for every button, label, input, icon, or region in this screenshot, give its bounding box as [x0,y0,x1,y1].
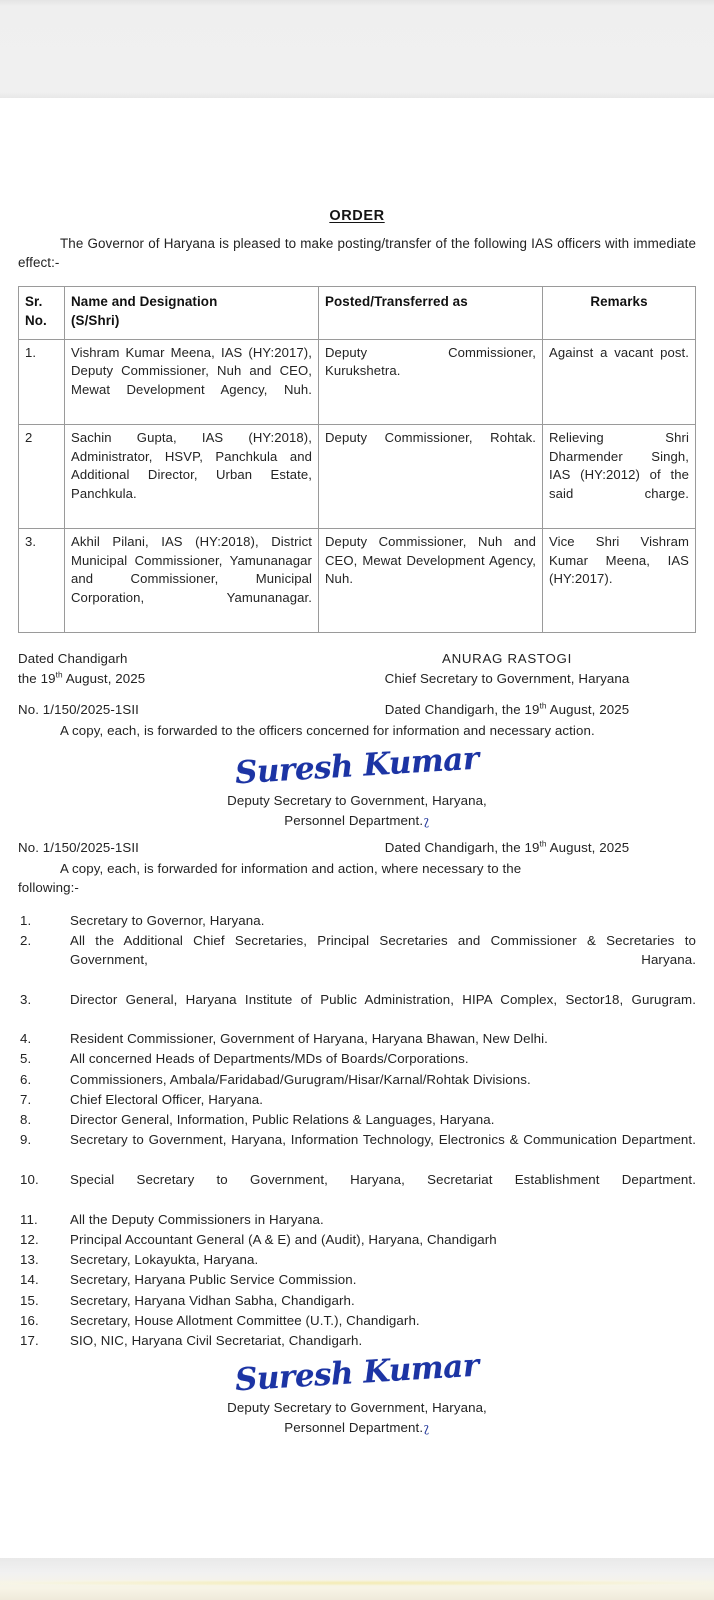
list-item [18,931,696,989]
list-item [18,1049,696,1068]
chief-secretary-designation: Chief Secretary to Government, Haryana [384,670,630,686]
order-dated-date-post: August, 2025 [62,670,146,686]
endorsement-1-body [18,721,696,740]
list-item [18,1270,696,1289]
list-item [18,1230,696,1249]
order-table-body [19,339,696,632]
cell-text: Deputy Commissioner, Kurukshetra. [325,344,536,379]
intro-text: The Governor of Haryana is pleased to make posting/transfer of the following IAS officers with immediate effect:- [18,235,696,271]
order-dated-date [18,669,318,689]
table-header-row [19,286,696,339]
sr-no-line-1: Sr. [25,293,43,309]
list-item [18,1170,696,1209]
endorsement-2-ref-no: No. 1/150/2025-1SII [18,839,139,855]
list-item-number: 16. [20,1312,39,1328]
cell-text: Against a vacant post. [549,344,689,360]
document-page [0,98,714,1558]
ordinal-suffix: th [539,701,547,711]
ordinal-suffix: th [539,839,547,849]
endorsement-1-signature-area [18,740,696,831]
sr-no-line-2: No. [25,312,47,328]
endorsement-1-body-text: A copy, each, is forwarded to the officers concerned for information and necessary action. [60,722,595,738]
cell-text: Vishram Kumar Meena, IAS (HY:2017), Deputy Commissioner, Nuh and CEO, Mewat Development Agency, Nuh. [71,344,312,398]
endorsement-2-dated-pre: Dated Chandigarh, the 19 [384,839,540,855]
list-item-number: 6. [20,1071,32,1087]
cell-sr-no: 1. [19,339,65,424]
addressee-list [18,911,696,1351]
order-dated-date-pre: the 19 [18,670,56,686]
ink-flourish: ʅ [423,813,430,829]
list-item-number: 4. [20,1031,32,1047]
endorsement-1-signature-caption-1: Deputy Secretary to Government, Haryana, [227,793,487,809]
endorsement-1-ref-row [18,701,696,720]
list-item [18,1210,696,1229]
list-item [18,1070,696,1089]
scan-chrome-bottom [0,1558,714,1600]
endorsement-2-body [18,859,696,898]
list-item-text: Secretary, House Allotment Committee (U.T.), Chandigarh. [70,1312,420,1328]
name-header-line-1: Name and Designation [71,293,218,309]
list-item [18,1311,696,1330]
order-date-block [18,649,318,689]
list-item-number: 8. [20,1112,32,1128]
column-header-remarks: Remarks [543,286,696,339]
list-item-number: 12. [20,1231,39,1247]
page-title: ORDER [329,208,385,224]
list-item-text: Commissioners, Ambala/Faridabad/Gurugram/Hisar/Karnal/Rohtak Divisions. [70,1071,531,1087]
cell-name-designation [65,339,319,424]
primary-signatory-block [18,649,696,689]
list-item-text: All the Deputy Commissioners in Haryana. [70,1211,324,1227]
cell-remarks [543,529,696,633]
list-item-number: 14. [20,1272,39,1288]
list-item-text: SIO, NIC, Haryana Civil Secretariat, Chandigarh. [70,1333,363,1349]
signature-ink [172,1347,542,1399]
signature-ink [172,740,542,792]
endorsement-2-ref-row [18,839,696,858]
cell-posted-as [319,425,543,529]
list-item-text: Secretary, Haryana Public Service Commission. [70,1272,357,1288]
column-header-sr-no [19,286,65,339]
handwritten-signature: Suresh Kumar [234,740,480,792]
endorsement-2-body-line-2: following:- [18,879,79,895]
list-item [18,1331,696,1350]
order-dated-place: Dated Chandigarh [18,651,128,666]
list-item [18,1250,696,1269]
chief-secretary-block [318,649,696,689]
list-item [18,1090,696,1109]
chief-secretary-name: ANURAG RASTOGI [442,651,572,666]
list-item-text: Director General, Haryana Institute of Public Administration, HIPA Complex, Sector18, Gurugram. [70,991,696,1007]
table-row [19,425,696,529]
cell-remarks [543,425,696,529]
cell-text: Sachin Gupta, IAS (HY:2018), Administrator, HSVP, Panchkula and Additional Director, Urban Estate, Panchkula. [71,430,312,501]
list-item-number: 7. [20,1091,32,1107]
list-item [18,1291,696,1310]
ink-flourish: ʅ [423,1420,430,1436]
intro-paragraph [18,234,696,273]
list-item [18,911,696,930]
scan-chrome-top [0,0,714,98]
list-item-text: Principal Accountant General (A & E) and (Audit), Haryana, Chandigarh [70,1231,497,1247]
cell-text: Deputy Commissioner, Rohtak. [325,430,536,446]
endorsement-1-signature-caption-2 [172,811,542,831]
order-table-head [19,286,696,339]
list-item-number: 13. [20,1252,39,1268]
name-header-line-2: (S/Shri) [71,312,120,328]
list-item-number: 9. [20,1132,32,1148]
list-item-text: Resident Commissioner, Government of Haryana, Haryana Bhawan, New Delhi. [70,1031,548,1047]
cell-name-designation [65,425,319,529]
list-item-number: 11. [20,1211,38,1227]
cell-posted-as [319,339,543,424]
endorsement-1-dated-pre: Dated Chandigarh, the 19 [384,701,540,717]
cell-posted-as [319,529,543,633]
cell-name-designation [65,529,319,633]
list-item-number: 15. [20,1292,39,1308]
table-row [19,529,696,633]
caption-text: Personnel Department. [284,812,424,828]
endorsement-2-signature-area [18,1347,696,1438]
ordinal-suffix: th [55,670,63,680]
table-row [19,339,696,424]
list-item-number: 17. [20,1333,39,1349]
list-item [18,990,696,1029]
cell-text: Relieving Shri Dharmender Singh, IAS (HY:2012) of the said charge. [549,430,689,501]
list-item [18,1029,696,1048]
endorsement-1-signature-inner [172,740,542,831]
cell-sr-no: 3. [19,529,65,633]
list-item-text: Secretary to Government, Haryana, Information Technology, Electronics & Communication Department. [70,1132,696,1148]
order-title-wrap [18,206,696,227]
list-item [18,1110,696,1129]
list-item-text: Chief Electoral Officer, Haryana. [70,1091,263,1107]
caption-text: Personnel Department. [284,1419,424,1435]
list-item-text: Secretary, Lokayukta, Haryana. [70,1252,259,1268]
list-item-number: 5. [20,1051,32,1067]
list-item-number: 3. [20,991,32,1007]
endorsement-2-signature-caption-1: Deputy Secretary to Government, Haryana, [227,1400,487,1416]
list-item-text: All concerned Heads of Departments/MDs of Boards/Corporations. [70,1051,469,1067]
cell-text: Vice Shri Vishram Kumar Meena, IAS (HY:2017). [549,534,689,587]
list-item-text: Secretary to Governor, Haryana. [70,912,265,928]
list-item-text: All the Additional Chief Secretaries, Principal Secretaries and Commissioner & Secretaries to Government, Haryana. [70,932,696,968]
order-table [18,286,696,633]
cell-text: Akhil Pilani, IAS (HY:2018), District Municipal Commissioner, Yamunanagar and Commissioner, Municipal Corporation, Yamunanagar. [71,534,312,605]
column-header-name-designation [65,286,319,339]
cell-sr-no: 2 [19,425,65,529]
endorsement-2-signature-inner [172,1347,542,1438]
list-item-text: Special Secretary to Government, Haryana, Secretariat Establishment Department. [70,1172,696,1187]
endorsement-2-dated [318,839,696,858]
list-item-text: Secretary, Haryana Vidhan Sabha, Chandigarh. [70,1292,355,1308]
list-item-number: 2. [20,932,32,948]
list-item-text: Director General, Information, Public Relations & Languages, Haryana. [70,1112,495,1128]
endorsement-1-dated-post: August, 2025 [546,701,630,717]
endorsement-1-ref-no: No. 1/150/2025-1SII [18,701,139,717]
list-item [18,1130,696,1169]
endorsement-2-dated-post: August, 2025 [546,839,630,855]
list-item-number: 1. [20,912,32,928]
endorsement-2-body-line-1: A copy, each, is forwarded for information and action, where necessary to the [60,860,522,876]
cell-remarks [543,339,696,424]
column-header-posted-transferred: Posted/Transferred as [319,286,543,339]
endorsement-2-signature-caption-2 [172,1418,542,1438]
endorsement-1-dated [318,701,696,720]
handwritten-signature: Suresh Kumar [234,1347,480,1399]
cell-text: Deputy Commissioner, Nuh and CEO, Mewat Development Agency, Nuh. [325,534,536,587]
list-item-number: 10. [20,1172,39,1187]
